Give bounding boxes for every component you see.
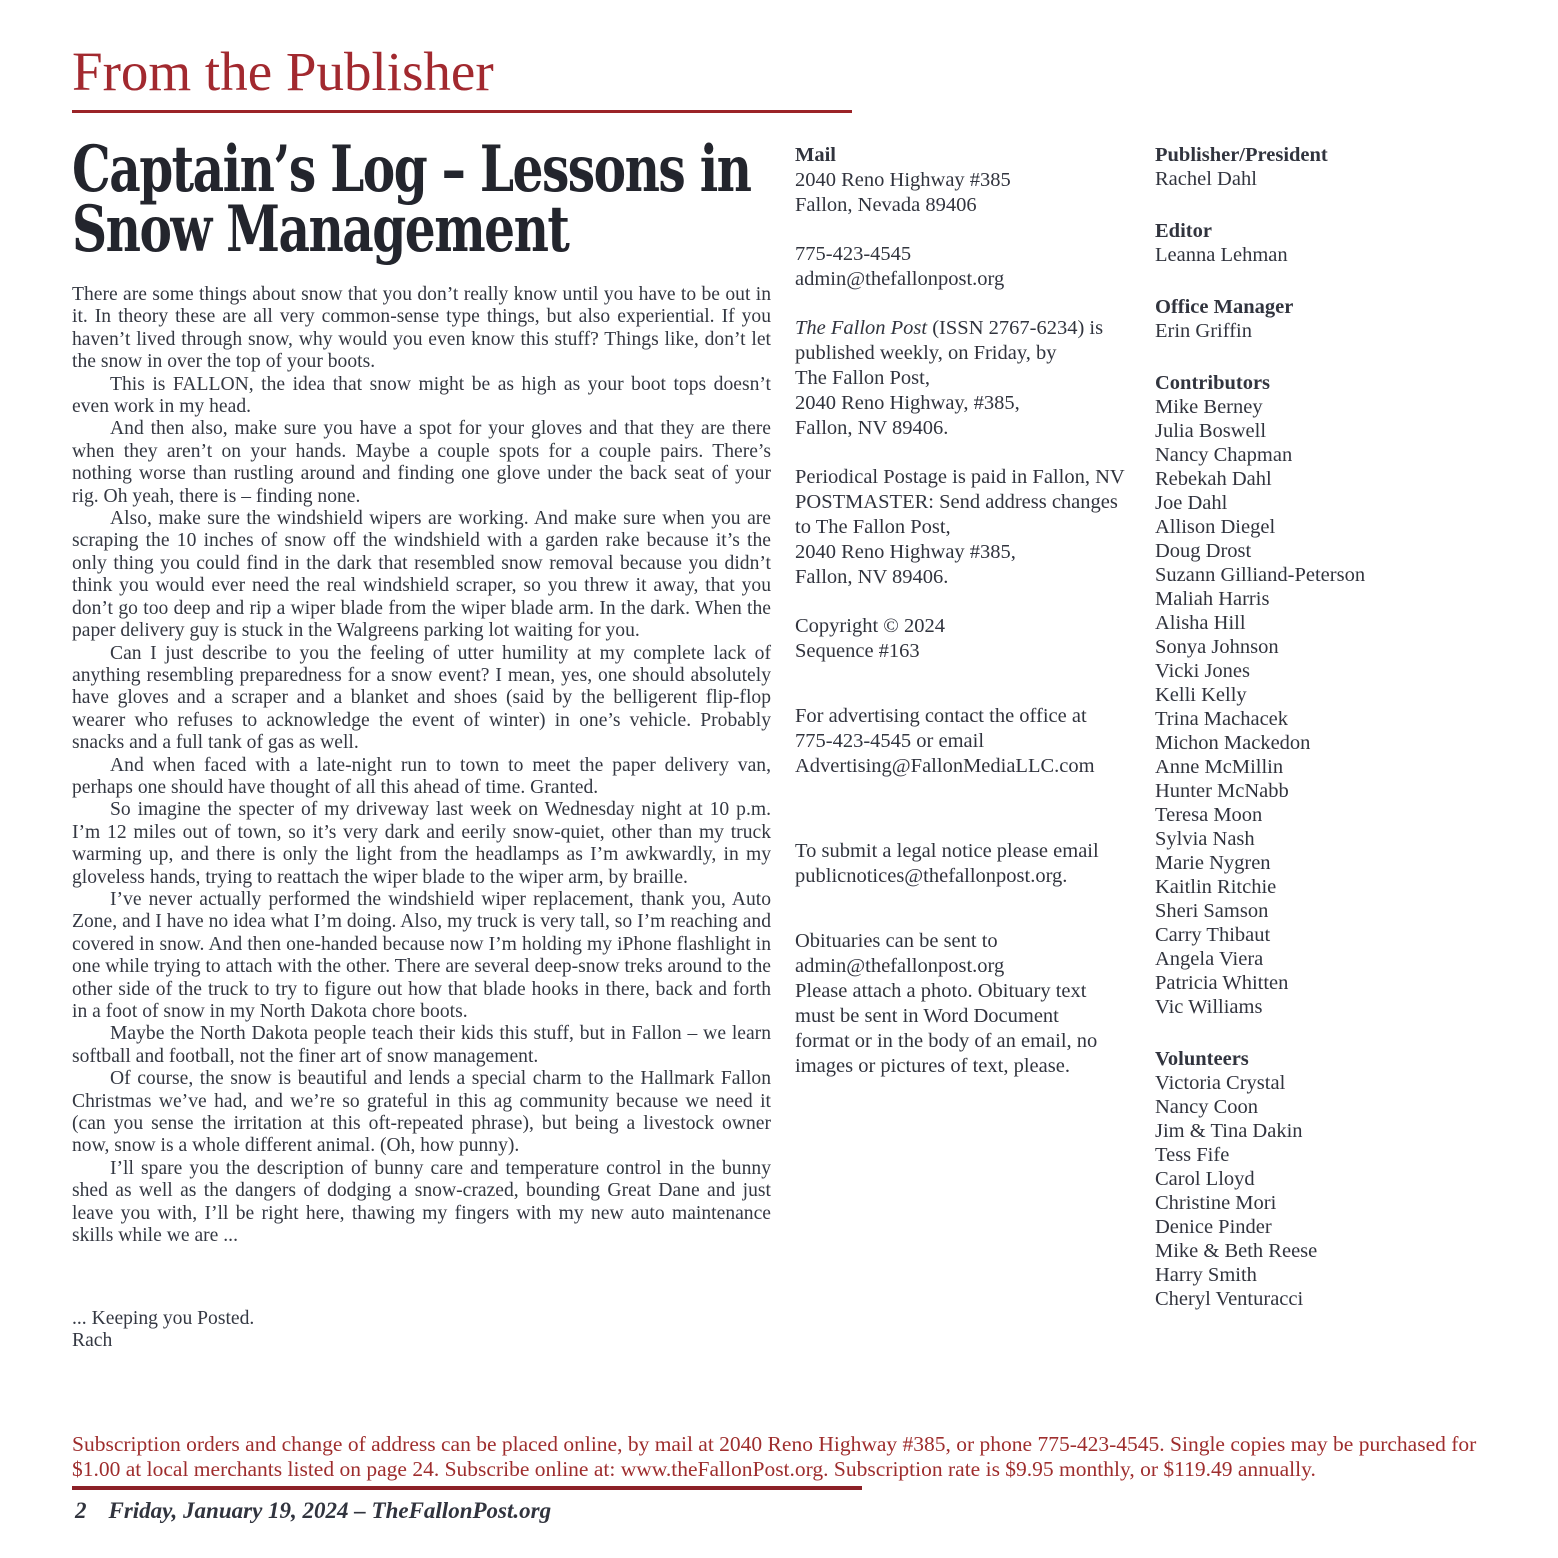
staff-name: Cheryl Venturacci <box>1155 1288 1304 1310</box>
staff-name: Julia Boswell <box>1155 420 1267 442</box>
staff-name: Alisha Hill <box>1155 612 1246 634</box>
staff-name: Christine Mori <box>1155 1192 1277 1214</box>
publication-name: The Fallon Post <box>795 317 928 339</box>
staff-name: Harry Smith <box>1155 1264 1257 1286</box>
publication-issn-rest: (ISSN 2767-6234) is <box>927 317 1104 339</box>
staff-name: Angela Viera <box>1155 948 1264 970</box>
staff-section <box>1155 143 1525 191</box>
staff-name: Trina Machacek <box>1155 708 1289 730</box>
contact-line: 775-423-4545 <box>795 243 912 265</box>
postal-line: POSTMASTER: Send address changes <box>795 491 1118 513</box>
staff-section <box>1155 219 1525 267</box>
contact-line: admin@thefallonpost.org <box>795 268 1005 290</box>
obituaries-block <box>795 929 1140 1079</box>
legal-notice-block <box>795 839 1140 889</box>
mail-heading: Mail <box>795 144 836 166</box>
article-paragraph: So imagine the specter of my driveway last week on Wednesday night at 10 p.m. I’m 12 miles out of town, so it’s very dark and eerily snow-quiet, other than my truck warming up, and there is only the light from the headlamps as I’m awkwardly, in my gloveless hands, trying to reattach the wiper blade to the wiper arm, by braille. <box>72 799 771 888</box>
article-paragraph: Can I just describe to you the feeling of utter humility at my complete lack of anything resembling preparedness for a snow event? I mean, yes, one should absolutely have gloves and a scraper and a blanket and shoes (said by the belligerent flip-flop wearer who refuses to acknowledge the event of winter) in one’s vehicle. Probably snacks and a full tank of gas as well. <box>72 642 771 754</box>
publication-line: The Fallon Post, <box>795 367 930 389</box>
publication-line: 2040 Reno Highway, #385, <box>795 392 1020 414</box>
staff-name: Mike Berney <box>1155 396 1263 418</box>
publication-issn-line <box>795 316 1140 341</box>
staff-name: Suzann Gilliand-Peterson <box>1155 564 1366 586</box>
advertising-line: 775-423-4545 or email <box>795 730 985 752</box>
article-paragraph: Of course, the snow is beautiful and lends a special charm to the Hallmark Fallon Christmas we’ve had, and we’re so grateful in this ag community because we need it (can you sense the irritation at this oft-repeated phrase), but being a livestock owner now, snow is a whole different animal. (Oh, how punny). <box>72 1068 771 1157</box>
legal-notice-line: To submit a legal notice please email <box>795 840 1099 862</box>
staff-section <box>1155 371 1525 1019</box>
staff-names <box>1155 167 1525 191</box>
staff-name: Rachel Dahl <box>1155 168 1257 190</box>
postal-line: Fallon, NV 89406. <box>795 566 949 588</box>
staff-name: Nancy Coon <box>1155 1096 1259 1118</box>
staff-names <box>1155 243 1525 267</box>
staff-name: Marie Nygren <box>1155 852 1271 874</box>
advertising-line: Advertising@FallonMediaLLC.com <box>795 755 1095 777</box>
staff-name: Erin Griffin <box>1155 320 1252 342</box>
mail-lines <box>795 168 1140 218</box>
staff-name: Michon Mackedon <box>1155 732 1311 754</box>
page-footer <box>75 1498 551 1524</box>
staff-name: Kaitlin Ritchie <box>1155 876 1277 898</box>
postal-line: 2040 Reno Highway #385, <box>795 541 1016 563</box>
legal-notice-line: publicnotices@thefallonpost.org. <box>795 865 1068 887</box>
publication-block <box>795 316 1140 441</box>
headline-line-2: Snow Management <box>72 192 569 267</box>
staff-name: Rebekah Dahl <box>1155 468 1272 490</box>
footer-rule <box>72 1486 862 1490</box>
article-paragraph: This is FALLON, the idea that snow might be as high as your boot tops doesn’t even work in my head. <box>72 373 771 418</box>
obituaries-line: Please attach a photo. Obituary text <box>795 980 1087 1002</box>
obituaries-line: must be sent in Word Document <box>795 1005 1059 1027</box>
staff-name: Tess Fife <box>1155 1144 1230 1166</box>
article-body <box>72 284 771 1247</box>
subscription-notice <box>72 1432 1496 1482</box>
article-paragraph: Maybe the North Dakota people teach their kids this stuff, but in Fallon – we learn softball and football, not the finer art of snow management. <box>72 1023 771 1067</box>
staff-name: Vicki Jones <box>1155 660 1250 682</box>
staff-name: Maliah Harris <box>1155 588 1270 610</box>
staff-section-title: Publisher/President <box>1155 144 1328 166</box>
staff-column <box>1155 143 1525 1339</box>
staff-name: Patricia Whitten <box>1155 972 1289 994</box>
staff-name: Doug Drost <box>1155 540 1252 562</box>
article-paragraph: I’ll spare you the description of bunny care and temperature control in the bunny shed as well as the dangers of dodging a snow-crazed, bounding Great Dane and just leave you with, I’ll be right here, thawing my fingers with my new auto maintenance skills while we are ... <box>72 1157 771 1247</box>
article-paragraph: Also, make sure the windshield wipers are working. And make sure when you are scraping the 10 inches of snow off the windshield with a garden rake because it’s the only thing you could find in the dark that resembled snow removal because you didn’t think you would ever need the real windshield scraper, so you threw it away, that you don’t go too deep and rip a wiper blade from the wiper blade arm. In the dark. When the paper delivery guy is stuck in the Walgreens parking lot waiting for you. <box>72 508 771 642</box>
staff-name: Carol Lloyd <box>1155 1168 1255 1190</box>
staff-name: Hunter McNabb <box>1155 780 1289 802</box>
staff-section-title: Editor <box>1155 220 1212 242</box>
footer-page-number: 2 <box>75 1498 87 1523</box>
staff-name: Leanna Lehman <box>1155 244 1288 266</box>
contact-block <box>795 242 1140 292</box>
advertising-line: For advertising contact the office at <box>795 705 1087 727</box>
advertising-block <box>795 704 1140 779</box>
obituaries-line: admin@thefallonpost.org <box>795 955 1005 977</box>
mail-line: Fallon, Nevada 89406 <box>795 194 977 216</box>
signoff-line: ... Keeping you Posted. <box>72 1308 255 1329</box>
mail-block <box>795 143 1140 218</box>
publication-line: published weekly, on Friday, by <box>795 342 1057 364</box>
staff-name: Joe Dahl <box>1155 492 1228 514</box>
staff-name: Victoria Crystal <box>1155 1072 1286 1094</box>
staff-section-title: Contributors <box>1155 372 1271 394</box>
staff-name: Teresa Moon <box>1155 804 1263 826</box>
article-paragraph: I’ve never actually performed the windshield wiper replacement, thank you, Auto Zone, and I have no idea what I’m doing. Also, my truck is very tall, so I’m reaching and covered in snow. And then one-handed because now I’m holding my iPhone flashlight in one while trying to attach with the other. There are several deep-snow treks around to the other side of the truck to try to figure out how that blade hooks in there, back and forth in a foot of snow in my North Dakota chore boots. <box>72 888 771 1022</box>
staff-names <box>1155 395 1525 1019</box>
staff-name: Carry Thibaut <box>1155 924 1271 946</box>
staff-section-title: Volunteers <box>1155 1048 1249 1070</box>
obituaries-line: format or in the body of an email, no <box>795 1030 1098 1052</box>
staff-name: Mike & Beth Reese <box>1155 1240 1318 1262</box>
obituaries-line: images or pictures of text, please. <box>795 1055 1070 1077</box>
staff-name: Sonya Johnson <box>1155 636 1279 658</box>
staff-name: Denice Pinder <box>1155 1216 1272 1238</box>
obituaries-line: Obituaries can be sent to <box>795 930 998 952</box>
staff-section-title: Office Manager <box>1155 296 1294 318</box>
staff-names <box>1155 319 1525 343</box>
page-section-title: From the Publisher <box>72 41 494 102</box>
copyright-line: Copyright © 2024 <box>795 615 945 637</box>
staff-name: Jim & Tina Dakin <box>1155 1120 1303 1142</box>
headline-line-1: Captain’s Log – Lessons in <box>72 132 751 207</box>
postal-line: to The Fallon Post, <box>795 516 951 538</box>
article-paragraph: And when faced with a late-night run to town to meet the paper delivery van, perhaps one should have thought of all this ahead of time. Granted. <box>72 754 771 798</box>
staff-name: Allison Diegel <box>1155 516 1276 538</box>
article-paragraph: There are some things about snow that you don’t really know until you have to be out in it. In theory these are all very common-sense type things, but also experiential. If you haven’t lived through snow, why would you even know this stuff? Things like, don’t let the snow in over the top of your boots. <box>72 284 771 373</box>
postal-block <box>795 465 1140 590</box>
masthead-info-column <box>795 143 1140 1079</box>
staff-section <box>1155 295 1525 343</box>
staff-name: Kelli Kelly <box>1155 684 1247 706</box>
subscription-line: $1.00 at local merchants listed on page 24. Subscribe online at: www.theFallonPost.org. Subscription rate is $9.95 monthly, or $119.49 annually. <box>72 1457 1316 1481</box>
staff-names <box>1155 1071 1525 1311</box>
article-paragraph: And then also, make sure you have a spot for your gloves and that they are there when they aren’t on your hands. Maybe a couple spots for a couple pairs. There’s nothing worse than rustling around and finding one glove under the back seat of your rig. Oh yeah, there is – finding none. <box>72 418 771 507</box>
mail-line: 2040 Reno Highway #385 <box>795 169 1011 191</box>
publication-line: Fallon, NV 89406. <box>795 417 949 439</box>
staff-name: Nancy Chapman <box>1155 444 1293 466</box>
copyright-line: Sequence #163 <box>795 640 920 662</box>
signoff-author: Rach <box>72 1330 113 1352</box>
subscription-line: Subscription orders and change of address can be placed online, by mail at 2040 Reno Highway #385, or phone 775-423-4545. Single copies may be purchased for <box>72 1432 1477 1456</box>
staff-name: Vic Williams <box>1155 996 1263 1018</box>
article-signoff <box>72 1308 771 1353</box>
staff-name: Anne McMillin <box>1155 756 1284 778</box>
footer-date-line: Friday, January 19, 2024 – TheFallonPost.org <box>108 1498 552 1523</box>
article-headline <box>72 132 792 267</box>
publication-lines <box>795 341 1140 441</box>
staff-section <box>1155 1047 1525 1311</box>
staff-name: Sylvia Nash <box>1155 828 1255 850</box>
staff-name: Sheri Samson <box>1155 900 1269 922</box>
postal-line: Periodical Postage is paid in Fallon, NV <box>795 466 1125 488</box>
copyright-block <box>795 614 1140 664</box>
title-underline-rule <box>72 110 852 113</box>
